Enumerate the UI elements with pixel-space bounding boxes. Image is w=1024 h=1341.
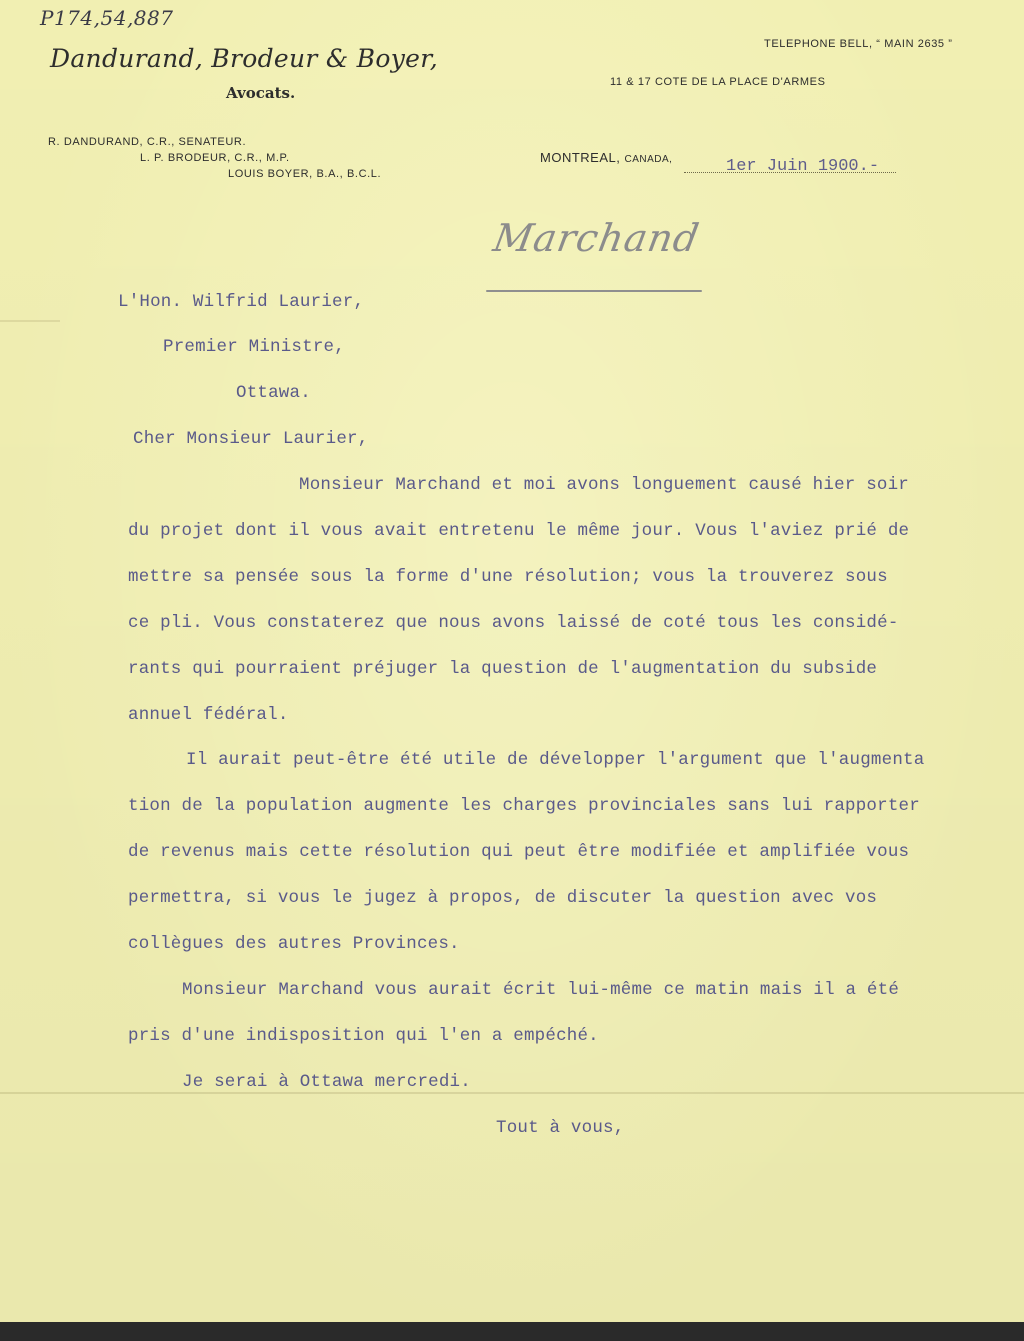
- body-line: permettra, si vous le jugez à propos, de discuter la question avec vos: [128, 888, 878, 908]
- body-line: Monsieur Marchand et moi avons longuement causé hier soir: [299, 475, 909, 495]
- recipient-line: Ottawa.: [236, 383, 311, 403]
- handwritten-underline: [486, 290, 702, 292]
- handwritten-annotation: Marchand: [490, 216, 703, 260]
- partner-name: LOUIS BOYER, B.A., B.C.L.: [228, 168, 382, 180]
- body-line: rants qui pourraient préjuger la question de l'augmentation du subside: [128, 659, 878, 679]
- closing-line: Tout à vous,: [496, 1118, 625, 1138]
- telephone-number: TELEPHONE BELL, “ MAIN 2635 ”: [764, 38, 953, 50]
- recipient-line: L'Hon. Wilfrid Laurier,: [118, 292, 365, 312]
- body-line: de revenus mais cette résolution qui peut être modifiée et amplifiée vous: [128, 842, 910, 862]
- firm-subtitle: Avocats.: [226, 84, 296, 102]
- salutation: Cher Monsieur Laurier,: [133, 429, 369, 449]
- body-line: Je serai à Ottawa mercredi.: [182, 1072, 471, 1092]
- firm-address: 11 & 17 COTE DE LA PLACE D'ARMES: [610, 76, 826, 88]
- letter-date: 1er Juin 1900.-: [726, 157, 880, 176]
- partner-name: L. P. BRODEUR, C.R., M.P.: [140, 152, 290, 164]
- body-line: pris d'une indisposition qui l'en a empéché.: [128, 1026, 599, 1046]
- firm-name: Dandurand, Brodeur & Boyer,: [50, 44, 438, 73]
- body-line: Il aurait peut-être été utile de développer l'argument que l'augmenta: [186, 750, 925, 770]
- place-city: MONTREAL,: [540, 150, 621, 165]
- partner-name: R. DANDURAND, C.R., SENATEUR.: [48, 136, 247, 148]
- archive-number: P174,54,887: [40, 6, 174, 30]
- body-line: mettre sa pensée sous la forme d'une résolution; vous la trouverez sous: [128, 567, 888, 587]
- place-country: CANADA,: [624, 154, 673, 165]
- scan-border: [0, 1322, 1024, 1341]
- body-line: tion de la population augmente les charges provinciales sans lui rapporter: [128, 796, 920, 816]
- body-line: Monsieur Marchand vous aurait écrit lui-même ce matin mais il a été: [182, 980, 900, 1000]
- letter-place: [540, 150, 672, 165]
- paper-fold-mark: [0, 320, 60, 322]
- body-line: annuel fédéral.: [128, 705, 289, 725]
- body-line: du projet dont il vous avait entretenu le même jour. Vous l'aviez prié de: [128, 521, 910, 541]
- recipient-line: Premier Ministre,: [163, 337, 345, 357]
- body-line: ce pli. Vous constaterez que nous avons laissé de coté tous les considé-: [128, 613, 899, 633]
- body-line: collègues des autres Provinces.: [128, 934, 460, 954]
